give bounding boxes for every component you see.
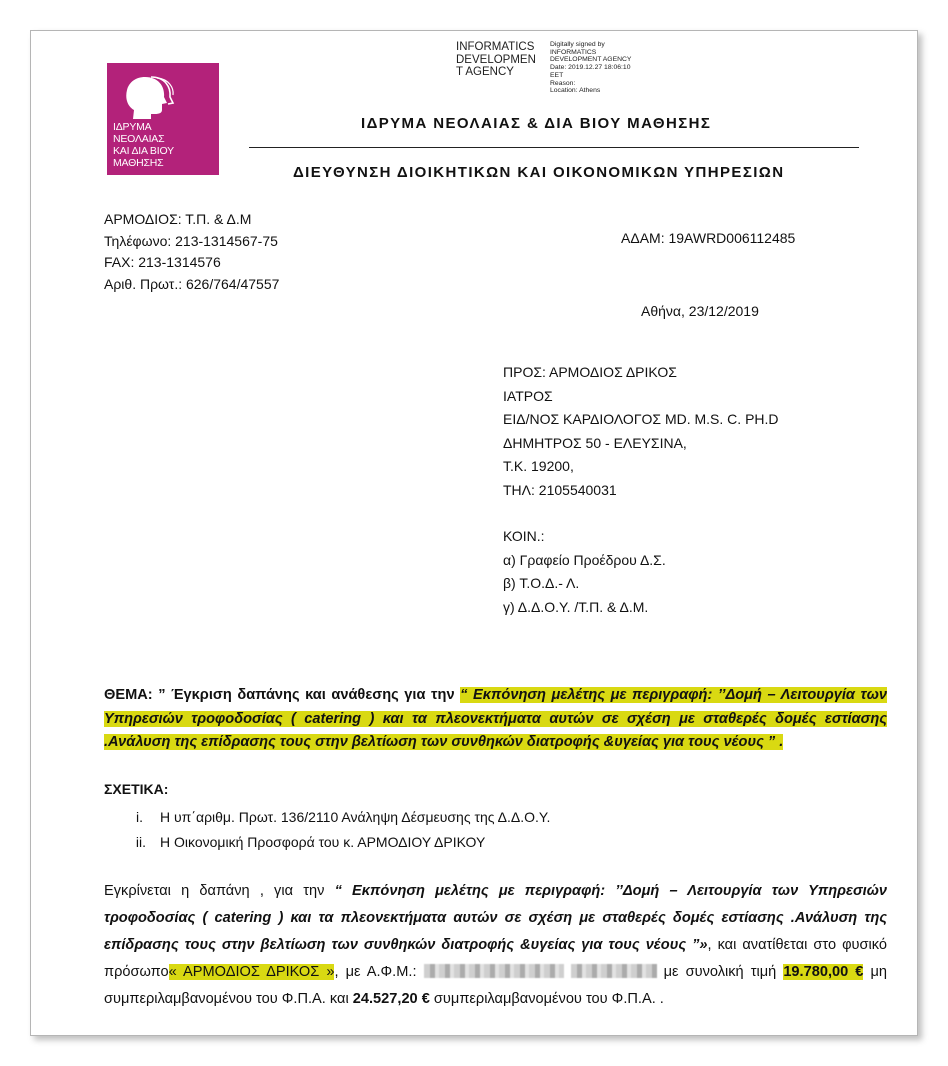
- sender-fax: FAX: 213-1314576: [104, 254, 221, 270]
- related-item-text: Η υπ΄αριθμ. Πρωτ. 136/2110 Ανάληψη Δέσμευσης της Δ.Δ.Ο.Υ.: [160, 809, 551, 825]
- sender-info: [104, 209, 279, 295]
- approval-paragraph: [104, 878, 887, 1013]
- sender-protocol: Αριθ. Πρωτ.: 626/764/47557: [104, 275, 280, 292]
- recipient-line: ΙΑΤΡΟΣ: [503, 387, 553, 404]
- redacted-afm: [424, 964, 564, 978]
- subject-highlight: “ Εκπόνηση μελέτης με περιγραφή: ’’Δομή – Λειτουργία των Υπηρεσιών τροφοδοσίας ( catering ) και τα πλεονεκτήματα αυτών σε σχέση με σταθερές δομές εστίασης .Ανάλυση της επίδρασης τους στην βελτίωση των συνθηκών διατροφής &υγείας για τους νέους ” .: [104, 687, 887, 750]
- subject-paragraph: [104, 684, 887, 755]
- incl-vat-text: συμπεριλαμβανομένου του Φ.Π.Α. .: [433, 991, 664, 1007]
- approval-intro: Εγκρίνεται η δαπάνη , για την: [104, 883, 335, 899]
- recipient-line: ΕΙΔ/ΝΟΣ ΚΑΡΔΙΟΛΟΓΟΣ MD. M.S. C. PH.D: [503, 411, 779, 427]
- related-item-number: ii.: [135, 834, 146, 850]
- related-item: [104, 830, 550, 855]
- total-label: με συνολική τιμή: [656, 964, 784, 980]
- signature-details: Digitally signed by INFORMATICS DEVELOPMENT AGENCY Date: 2019.12.27 18:06:10 EET Reason: Location: Athens: [550, 41, 632, 95]
- sender-responsible: ΑΡΜΟΔΙΟΣ: Τ.Π. & Δ.Μ: [104, 211, 252, 227]
- department-title: ΔΙΕΥΘΥΝΣΗ ΔΙΟΙΚΗΤΙΚΩΝ ΚΑΙ ΟΙΚΟΝΟΜΙΚΩΝ ΥΠΗΡΕΣΙΩΝ: [293, 164, 785, 181]
- related-item: [104, 805, 550, 830]
- adam-number: ΑΔΑΜ: 19AWRD006112485: [621, 230, 796, 246]
- logo-text: ΙΔΡΥΜΑ ΝΕΟΛΑΙΑΣ ΚΑΙ ΔΙΑ ΒΙΟΥ ΜΑΘΗΣΗΣ: [113, 121, 174, 169]
- cc-item: α) Γραφείο Προέδρου Δ.Σ.: [503, 551, 666, 568]
- subject-label: ΘΕΜΑ: ” Έγκριση δαπάνης και ανάθεσης για την: [104, 687, 455, 703]
- recipient-line: ΤΗΛ: 2105540031: [503, 481, 617, 498]
- amount-net: 19.780,00 €: [783, 964, 864, 980]
- header-divider: [249, 147, 859, 148]
- approval-project: “ Εκπόνηση μελέτης με περιγραφή: ’’Δομή – Λειτουργία των Υπηρεσιών τροφοδοσίας ( catering ) και τα πλεονεκτήματα αυτών σε σχέση με σταθερές δομές εστίασης .Ανάλυση της επίδρασης τους στην βελτίωση των συνθηκών διατροφής &υγείας για τους νέους ”»: [104, 883, 887, 953]
- recipient-line: Τ.Κ. 19200,: [503, 458, 574, 474]
- sender-phone: Τηλέφωνο: 213-1314567-75: [104, 232, 278, 249]
- amount-gross: 24.527,20 €: [352, 991, 430, 1007]
- redacted-afm-continued: [571, 964, 657, 978]
- profile-heads-icon: [115, 73, 175, 119]
- related-item-number: i.: [136, 809, 143, 825]
- contractor-name: « ΑΡΜΟΔΙΟΣ ΔΡΙΚΟΣ »: [168, 964, 335, 980]
- related-title: ΣΧΕΤΙΚΑ:: [104, 781, 169, 797]
- related-list: [104, 805, 550, 855]
- cc-item: β) Τ.Ο.Δ.- Λ.: [503, 575, 580, 591]
- excl-vat-text: μη συμπεριλαμβανομένου του Φ.Π.Α. και: [104, 964, 887, 1007]
- document-page: [30, 30, 918, 1036]
- recipient-line: ΔΗΜΗΤΡΟΣ 50 - ΕΛΕΥΣΙΝΑ,: [503, 434, 687, 451]
- approval-assign: , και ανατίθεται στο φυσικό πρόσωπο: [104, 937, 887, 980]
- afm-label: , με Α.Φ.Μ.:: [334, 964, 417, 980]
- cc-title: ΚΟΙΝ.:: [503, 528, 545, 544]
- recipient-line: ΠΡΟΣ: ΑΡΜΟΔΙΟΣ ΔΡΙΚΟΣ: [503, 364, 677, 380]
- organization-logo: [107, 63, 219, 175]
- cc-item: γ) Δ.Δ.Ο.Υ. /Τ.Π. & Δ.Μ.: [503, 598, 649, 615]
- related-item-text: Η Οικονομική Προσφορά του κ. ΑΡΜΟΔΙΟΥ ΔΡΙΚΟΥ: [160, 834, 486, 850]
- document-date: Αθήνα, 23/12/2019: [641, 303, 759, 319]
- organization-title: ΙΔΡΥΜΑ ΝΕΟΛΑΙΑΣ & ΔΙΑ ΒΙΟΥ ΜΑΘΗΣΗΣ: [361, 115, 712, 132]
- recipient-block: [503, 361, 779, 502]
- cc-block: [503, 525, 666, 619]
- signature-signer: INFORMATICS DEVELOPMEN T AGENCY: [456, 41, 536, 78]
